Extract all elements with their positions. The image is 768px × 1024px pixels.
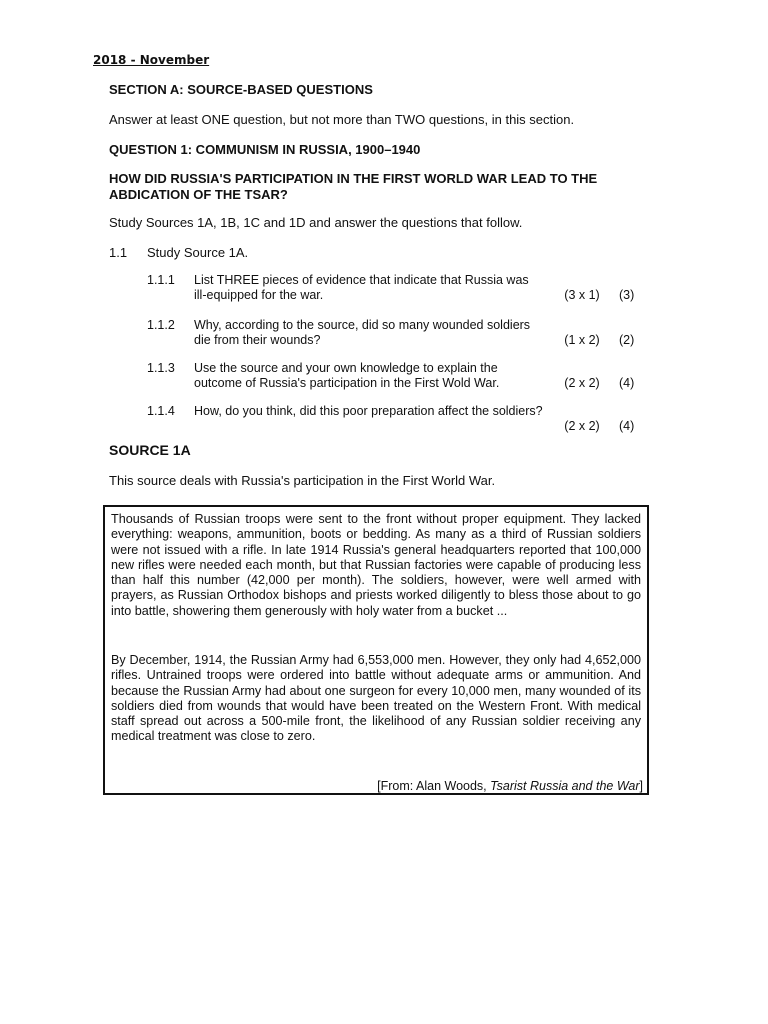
- citation-title: Tsarist Russia and the War: [490, 779, 640, 793]
- citation-suffix: ]: [639, 779, 643, 793]
- source-citation: [377, 779, 643, 793]
- question-item-text: List THREE pieces of evidence that indicate that Russia was ill-equipped for the war.: [194, 273, 529, 302]
- question-item-number: 1.1.1: [147, 273, 175, 287]
- source-paragraph: By December, 1914, the Russian Army had 6,553,000 men. However, they only had 4,652,000 rifles. Untrained troops were ordered into battle without adequate arms or ammunition. And because the Russian Army had about one surgeon for every 10,000 men, many wounded of its soldiers died from wounds that would have been treated on the Western Front. With medical staff spread out across a 500-mile front, the likelihood of any Russian soldier receiving any medical treatment was close to zero.: [111, 653, 641, 744]
- question-item-mark: (2 x 2): [564, 376, 600, 390]
- document-header-date: 2018 - November: [93, 53, 210, 67]
- question-item-mark: (1 x 2): [564, 333, 600, 347]
- question-item-number: 1.1.3: [147, 361, 175, 375]
- source-paragraph: Thousands of Russian troops were sent to the front without proper equipment. They lacked everything: weapons, ammunition, boots or bedding. As many as a third of Russian soldiers were not issued with a rifle. In late 1914 Russia's general headquarters reported that 100,000 new rifles were needed each month, but that Russian factories were capable of producing less than half this number (42,000 per month). The soldiers, however, were well armed with prayers, as Russian Orthodox bishops and priests worked diligently to bless those about to go into battle, showering them generously with holy water from a bucket ...: [111, 512, 641, 618]
- question-item-total: (4): [619, 419, 635, 433]
- question-item-text: Use the source and your own knowledge to explain the outcome of Russia's participation in the First Wold War.: [194, 361, 500, 390]
- question-title: QUESTION 1: COMMUNISM IN RUSSIA, 1900–1940: [109, 142, 421, 157]
- question-item-text: Why, according to the source, did so many wounded soldiers die from their wounds?: [194, 318, 531, 347]
- question-item-number: 1.1.4: [147, 404, 175, 418]
- question-item-number: 1.1.2: [147, 318, 175, 332]
- key-question: HOW DID RUSSIA'S PARTICIPATION IN THE FIRST WORLD WAR LEAD TO THE ABDICATION OF THE TSAR?: [109, 171, 598, 202]
- question-item-mark: (2 x 2): [564, 419, 600, 433]
- section-instruction: Answer at least ONE question, but not more than TWO questions, in this section.: [109, 112, 575, 127]
- question-item-total: (4): [619, 376, 635, 390]
- question-item-text: How, do you think, did this poor preparation affect the soldiers?: [194, 404, 543, 418]
- study-note: Study Sources 1A, 1B, 1C and 1D and answer the questions that follow.: [109, 215, 523, 230]
- source-intro: This source deals with Russia's participation in the First World War.: [109, 473, 496, 488]
- question-item-mark: (3 x 1): [564, 288, 600, 302]
- source-extract-box: [103, 505, 649, 795]
- section-title: SECTION A: SOURCE-BASED QUESTIONS: [109, 82, 373, 97]
- sub-question-text: Study Source 1A.: [147, 245, 249, 260]
- sub-question-number: 1.1: [109, 245, 128, 260]
- source-title: SOURCE 1A: [109, 442, 191, 458]
- question-item-total: (3): [619, 288, 635, 302]
- question-item-total: (2): [619, 333, 635, 347]
- citation-prefix: [From: Alan Woods,: [377, 779, 491, 793]
